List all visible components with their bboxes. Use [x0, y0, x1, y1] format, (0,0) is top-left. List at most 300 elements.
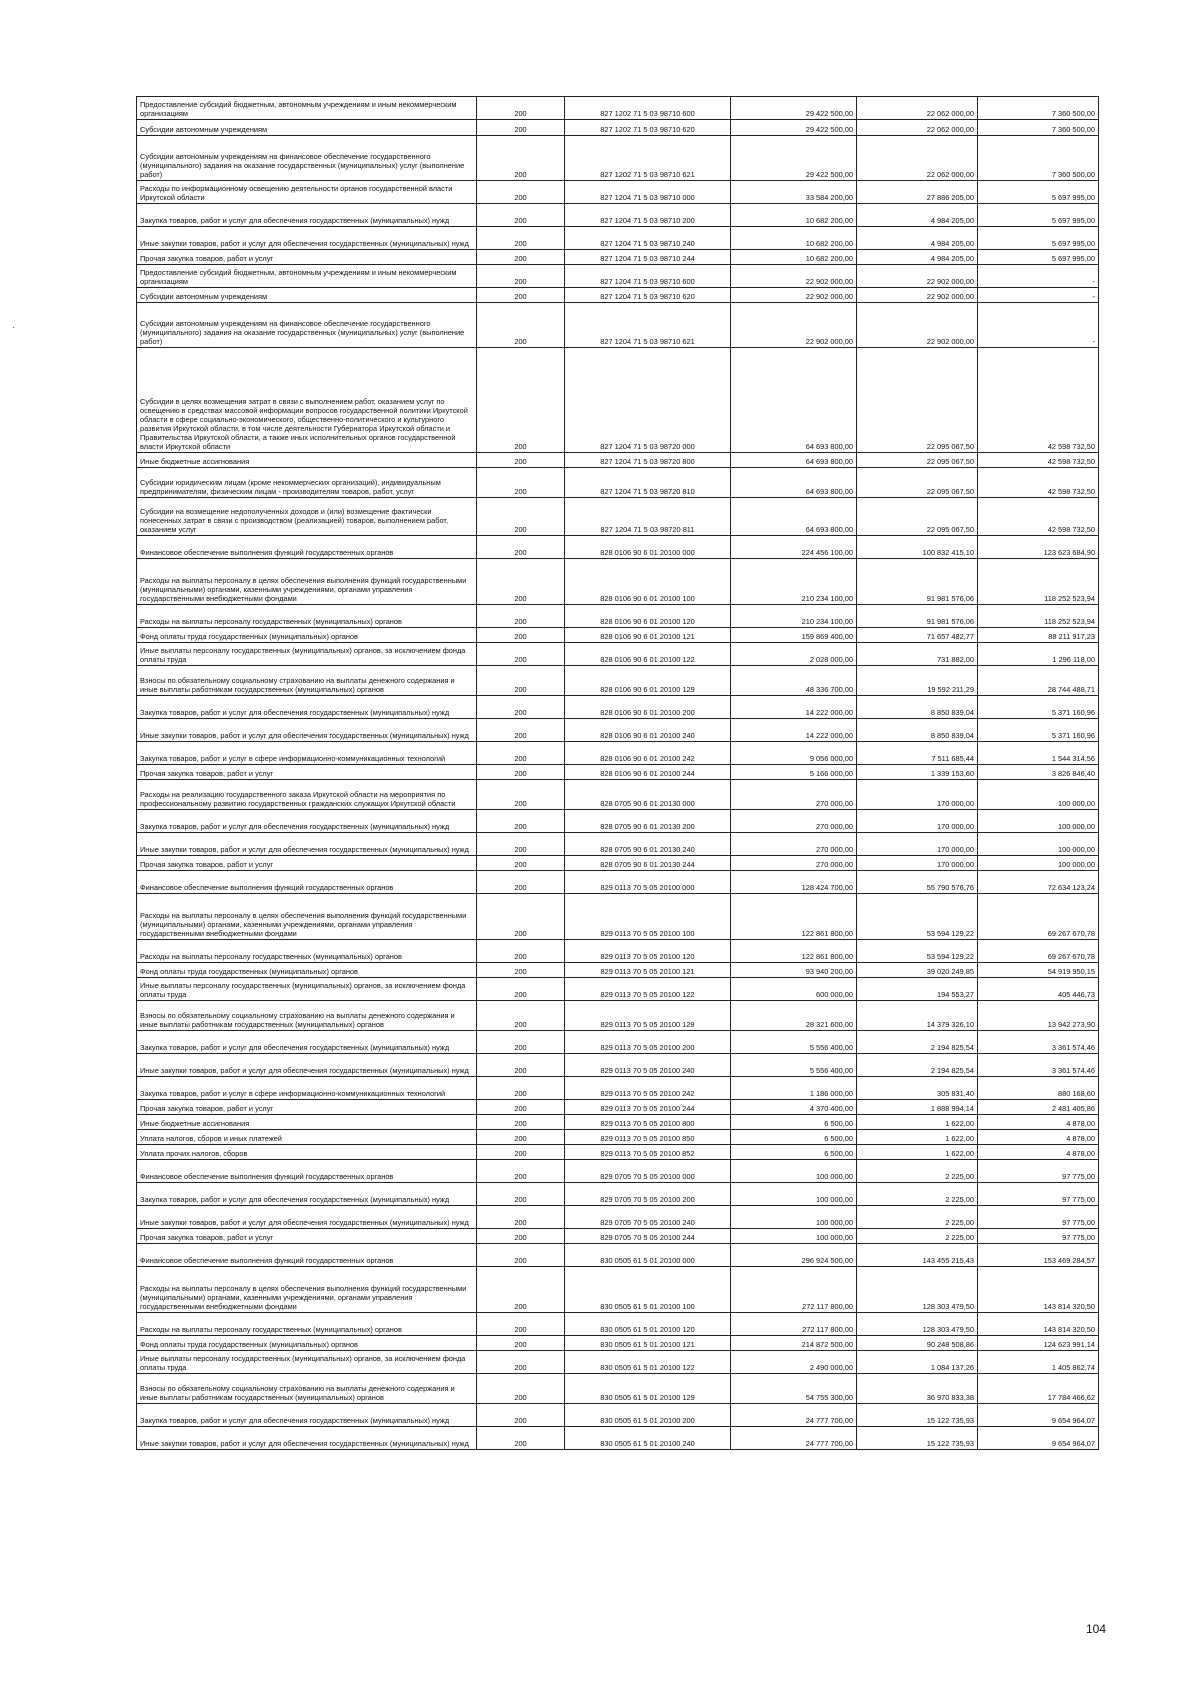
table-row: [137, 696, 1099, 719]
row-executed: 2 225,00: [857, 1229, 978, 1244]
row-executed: 4 984 205,00: [857, 250, 978, 265]
table-row: [137, 1267, 1099, 1313]
row-name: Иные закупки товаров, работ и услуг для обеспечения государственных (муниципальных) нужд: [137, 1054, 477, 1077]
table-row: [137, 1427, 1099, 1450]
row-approved: 128 424 700,00: [731, 871, 857, 894]
row-executed: 170 000,00: [857, 833, 978, 856]
row-remaining: 118 252 523,94: [978, 559, 1099, 605]
row-remaining: -: [978, 303, 1099, 348]
row-approved: 64 693 800,00: [731, 453, 857, 468]
row-executed: 1 622,00: [857, 1145, 978, 1160]
row-approved: 22 902 000,00: [731, 288, 857, 303]
row-budget-code: 828 0106 90 6 01 20100 000: [565, 536, 731, 559]
row-line-code: 200: [477, 1206, 565, 1229]
row-approved: 272 117 800,00: [731, 1313, 857, 1336]
table-row: [137, 288, 1099, 303]
row-approved: 6 500,00: [731, 1115, 857, 1130]
row-name: Субсидии автономным учреждениям: [137, 120, 477, 136]
budget-execution-table-body: [137, 97, 1099, 1450]
row-approved: 270 000,00: [731, 833, 857, 856]
row-remaining: 42 598 732,50: [978, 348, 1099, 453]
row-executed: 194 553,27: [857, 978, 978, 1001]
row-budget-code: 827 1204 71 5 03 98710 621: [565, 303, 731, 348]
table-row: [137, 468, 1099, 498]
row-name: Закупка товаров, работ и услуг для обеспечения государственных (муниципальных) нужд: [137, 1183, 477, 1206]
row-executed: 91 981 576,06: [857, 559, 978, 605]
table-row: [137, 719, 1099, 742]
row-line-code: 200: [477, 765, 565, 780]
row-line-code: 200: [477, 1374, 565, 1404]
row-budget-code: 829 0113 70 5 05 20100 129: [565, 1001, 731, 1031]
row-executed: 1 084 137,26: [857, 1351, 978, 1374]
row-executed: 22 062 000,00: [857, 120, 978, 136]
table-row: [137, 303, 1099, 348]
row-executed: 2 194 825,54: [857, 1031, 978, 1054]
row-name: Прочая закупка товаров, работ и услуг: [137, 1100, 477, 1115]
table-row: [137, 1404, 1099, 1427]
table-row: [137, 1351, 1099, 1374]
row-line-code: 200: [477, 536, 565, 559]
row-approved: 600 000,00: [731, 978, 857, 1001]
row-remaining: -: [978, 265, 1099, 288]
row-line-code: 200: [477, 856, 565, 871]
row-remaining: 1 405 862,74: [978, 1351, 1099, 1374]
row-name: Иные выплаты персоналу государственных (муниципальных) органов, за исключением фонда оплаты труда: [137, 1351, 477, 1374]
row-line-code: 200: [477, 871, 565, 894]
row-name: Финансовое обеспечение выполнения функций государственных органов: [137, 536, 477, 559]
table-row: [137, 1206, 1099, 1229]
table-row: [137, 810, 1099, 833]
row-executed: 22 095 067,50: [857, 348, 978, 453]
row-executed: 1 622,00: [857, 1115, 978, 1130]
table-row: [137, 204, 1099, 227]
row-remaining: 9 654 964,07: [978, 1404, 1099, 1427]
row-name: Закупка товаров, работ и услуг для обеспечения государственных (муниципальных) нужд: [137, 1031, 477, 1054]
row-executed: 22 095 067,50: [857, 498, 978, 536]
row-remaining: 118 252 523,94: [978, 605, 1099, 628]
row-name: Закупка товаров, работ и услуг в сфере информационно-коммуникационных технологий: [137, 742, 477, 765]
table-row: [137, 871, 1099, 894]
row-name: Иные закупки товаров, работ и услуг для обеспечения государственных (муниципальных) нужд: [137, 719, 477, 742]
row-executed: 53 594 129,22: [857, 894, 978, 940]
row-budget-code: 830 0505 61 5 01 20100 240: [565, 1427, 731, 1450]
row-name: Иные закупки товаров, работ и услуг для обеспечения государственных (муниципальных) нужд: [137, 1206, 477, 1229]
row-approved: 14 222 000,00: [731, 696, 857, 719]
row-name: Расходы на выплаты персоналу в целях обеспечения выполнения функций государственными (муниципальными) органами, казенными учреждениями, органами управления государственными внебюджетными фондами: [137, 559, 477, 605]
row-executed: 22 902 000,00: [857, 303, 978, 348]
row-budget-code: 830 0505 61 5 01 20100 100: [565, 1267, 731, 1313]
row-approved: 2 490 000,00: [731, 1351, 857, 1374]
table-row: [137, 1130, 1099, 1145]
row-approved: 10 682 200,00: [731, 250, 857, 265]
row-budget-code: 828 0106 90 6 01 20100 244: [565, 765, 731, 780]
row-line-code: 200: [477, 1077, 565, 1100]
table-row: [137, 265, 1099, 288]
row-approved: 64 693 800,00: [731, 348, 857, 453]
row-name: Субсидии юридическим лицам (кроме некоммерческих организаций), индивидуальным предпринимателям, физическим лицам - производителям товаров, работ, услуг: [137, 468, 477, 498]
row-executed: 4 984 205,00: [857, 204, 978, 227]
row-budget-code: 828 0106 90 6 01 20100 121: [565, 628, 731, 643]
table-row: [137, 1313, 1099, 1336]
page-number: 104: [1086, 1622, 1107, 1636]
row-budget-code: 830 0505 61 5 01 20100 200: [565, 1404, 731, 1427]
row-name: Иные бюджетные ассигнования: [137, 453, 477, 468]
row-remaining: 5 371 160,96: [978, 719, 1099, 742]
row-remaining: 2 481 405,86: [978, 1100, 1099, 1115]
row-line-code: 200: [477, 1160, 565, 1183]
row-executed: 170 000,00: [857, 780, 978, 810]
table-row: [137, 1100, 1099, 1115]
row-remaining: 69 267 670,78: [978, 940, 1099, 963]
row-remaining: -: [978, 288, 1099, 303]
row-executed: 2 225,00: [857, 1206, 978, 1229]
row-name: Субсидии автономным учреждениям: [137, 288, 477, 303]
row-budget-code: 829 0113 70 5 05 20100 242: [565, 1077, 731, 1100]
row-name: Закупка товаров, работ и услуг для обеспечения государственных (муниципальных) нужд: [137, 810, 477, 833]
row-budget-code: 827 1202 71 5 03 98710 621: [565, 136, 731, 181]
row-approved: 14 222 000,00: [731, 719, 857, 742]
row-remaining: 9 654 964,07: [978, 1427, 1099, 1450]
row-name: Финансовое обеспечение выполнения функций государственных органов: [137, 871, 477, 894]
row-name: Субсидии автономным учреждениям на финансовое обеспечение государственного (муниципального) задания на оказание государственных (муниципальных) услуг (выполнение работ): [137, 136, 477, 181]
row-executed: 14 379 326,10: [857, 1001, 978, 1031]
row-approved: 54 755 300,00: [731, 1374, 857, 1404]
row-approved: 29 422 500,00: [731, 120, 857, 136]
table-row: [137, 136, 1099, 181]
row-budget-code: 829 0705 70 5 05 20100 240: [565, 1206, 731, 1229]
row-executed: 4 984 205,00: [857, 227, 978, 250]
table-row: [137, 765, 1099, 780]
row-approved: 224 456 100,00: [731, 536, 857, 559]
row-approved: 159 869 400,00: [731, 628, 857, 643]
row-executed: 55 790 576,76: [857, 871, 978, 894]
row-budget-code: 828 0705 90 6 01 20130 240: [565, 833, 731, 856]
row-line-code: 200: [477, 963, 565, 978]
row-line-code: 200: [477, 468, 565, 498]
row-executed: 305 831,40: [857, 1077, 978, 1100]
row-executed: 8 850 839,04: [857, 719, 978, 742]
row-remaining: 143 814 320,50: [978, 1313, 1099, 1336]
row-remaining: 97 775,00: [978, 1183, 1099, 1206]
row-budget-code: 828 0106 90 6 01 20100 240: [565, 719, 731, 742]
row-remaining: 5 697 995,00: [978, 227, 1099, 250]
row-approved: 270 000,00: [731, 780, 857, 810]
row-remaining: 69 267 670,78: [978, 894, 1099, 940]
budget-execution-table-sheet: [136, 96, 1098, 1450]
table-row: [137, 1001, 1099, 1031]
row-name: Закупка товаров, работ и услуг в сфере информационно-коммуникационных технологий: [137, 1077, 477, 1100]
row-approved: 272 117 800,00: [731, 1267, 857, 1313]
row-executed: 27 886 205,00: [857, 181, 978, 204]
table-row: [137, 1115, 1099, 1130]
row-approved: 296 924 500,00: [731, 1244, 857, 1267]
row-budget-code: 827 1204 71 5 03 98720 810: [565, 468, 731, 498]
row-budget-code: 830 0505 61 5 01 20100 121: [565, 1336, 731, 1351]
row-approved: 100 000,00: [731, 1206, 857, 1229]
row-executed: 19 592 211,29: [857, 666, 978, 696]
row-executed: 22 902 000,00: [857, 265, 978, 288]
table-row: [137, 453, 1099, 468]
row-approved: 4 370 400,00: [731, 1100, 857, 1115]
row-remaining: 97 775,00: [978, 1160, 1099, 1183]
row-remaining: 42 598 732,50: [978, 498, 1099, 536]
row-line-code: 200: [477, 696, 565, 719]
row-name: Иные закупки товаров, работ и услуг для обеспечения государственных (муниципальных) нужд: [137, 227, 477, 250]
table-row: [137, 1031, 1099, 1054]
row-executed: 22 095 067,50: [857, 468, 978, 498]
row-line-code: 200: [477, 181, 565, 204]
row-budget-code: 827 1202 71 5 03 98710 600: [565, 97, 731, 120]
row-line-code: 200: [477, 559, 565, 605]
row-executed: 1 622,00: [857, 1130, 978, 1145]
row-remaining: 5 697 995,00: [978, 204, 1099, 227]
row-budget-code: 829 0113 70 5 05 20100 000: [565, 871, 731, 894]
row-approved: 29 422 500,00: [731, 97, 857, 120]
row-executed: 22 902 000,00: [857, 288, 978, 303]
row-approved: 28 321 600,00: [731, 1001, 857, 1031]
row-approved: 64 693 800,00: [731, 468, 857, 498]
row-line-code: 200: [477, 120, 565, 136]
row-name: Прочая закупка товаров, работ и услуг: [137, 250, 477, 265]
row-remaining: 3 826 846,40: [978, 765, 1099, 780]
table-row: [137, 963, 1099, 978]
row-budget-code: 828 0705 90 6 01 20130 244: [565, 856, 731, 871]
row-approved: 24 777 700,00: [731, 1404, 857, 1427]
row-executed: 1 888 994,14: [857, 1100, 978, 1115]
row-name: Предоставление субсидий бюджетным, автономным учреждениям и иным некоммерческим организациям: [137, 97, 477, 120]
row-approved: 122 861 800,00: [731, 894, 857, 940]
row-budget-code: 828 0106 90 6 01 20100 200: [565, 696, 731, 719]
table-row: [137, 250, 1099, 265]
row-remaining: 7 360 500,00: [978, 120, 1099, 136]
row-approved: 93 940 200,00: [731, 963, 857, 978]
row-approved: 5 166 000,00: [731, 765, 857, 780]
row-remaining: 88 211 917,23: [978, 628, 1099, 643]
row-approved: 270 000,00: [731, 856, 857, 871]
row-approved: 5 556 400,00: [731, 1054, 857, 1077]
row-executed: 170 000,00: [857, 856, 978, 871]
row-line-code: 200: [477, 1427, 565, 1450]
row-line-code: 200: [477, 498, 565, 536]
row-line-code: 200: [477, 742, 565, 765]
row-approved: 29 422 500,00: [731, 136, 857, 181]
row-remaining: 7 360 500,00: [978, 136, 1099, 181]
row-line-code: 200: [477, 1001, 565, 1031]
row-budget-code: 827 1202 71 5 03 98710 620: [565, 120, 731, 136]
row-budget-code: 830 0505 61 5 01 20100 000: [565, 1244, 731, 1267]
row-approved: 5 556 400,00: [731, 1031, 857, 1054]
row-budget-code: 827 1204 71 5 03 98710 000: [565, 181, 731, 204]
row-executed: 170 000,00: [857, 810, 978, 833]
row-budget-code: 829 0113 70 5 05 20100 852: [565, 1145, 731, 1160]
row-line-code: 200: [477, 1054, 565, 1077]
row-approved: 122 861 800,00: [731, 940, 857, 963]
table-row: [137, 742, 1099, 765]
row-remaining: 153 469 284,57: [978, 1244, 1099, 1267]
row-line-code: 200: [477, 1229, 565, 1244]
row-name: Фонд оплаты труда государственных (муниципальных) органов: [137, 628, 477, 643]
row-name: Закупка товаров, работ и услуг для обеспечения государственных (муниципальных) нужд: [137, 204, 477, 227]
row-budget-code: 829 0113 70 5 05 20100 122: [565, 978, 731, 1001]
table-row: [137, 628, 1099, 643]
row-approved: 64 693 800,00: [731, 498, 857, 536]
table-row: [137, 643, 1099, 666]
row-budget-code: 828 0106 90 6 01 20100 100: [565, 559, 731, 605]
row-remaining: 17 784 466,62: [978, 1374, 1099, 1404]
row-line-code: 200: [477, 227, 565, 250]
row-budget-code: 827 1204 71 5 03 98710 244: [565, 250, 731, 265]
row-budget-code: 829 0113 70 5 05 20100 120: [565, 940, 731, 963]
row-name: Субсидии в целях возмещения затрат в связи с выполнением работ, оказанием услуг по освещению в средствах массовой информации вопросов государственной политики Иркутской области в сфере социально-экономического, общественно-политического и культурного развития Иркутской области, в том числе деятельности Губернатора Иркутской области и Правительства Иркутской области, а также иных исполнительных органов государственной власти Иркутской области: [137, 348, 477, 453]
row-remaining: 124 623 991,14: [978, 1336, 1099, 1351]
table-row: [137, 1229, 1099, 1244]
row-name: Закупка товаров, работ и услуг для обеспечения государственных (муниципальных) нужд: [137, 1404, 477, 1427]
budget-execution-table: [136, 96, 1099, 1450]
table-row: [137, 1054, 1099, 1077]
row-approved: 22 902 000,00: [731, 265, 857, 288]
row-budget-code: 830 0505 61 5 01 20100 129: [565, 1374, 731, 1404]
row-budget-code: 828 0705 90 6 01 20130 200: [565, 810, 731, 833]
row-approved: 210 234 100,00: [731, 559, 857, 605]
table-row: [137, 1336, 1099, 1351]
row-line-code: 200: [477, 628, 565, 643]
row-executed: 2 225,00: [857, 1160, 978, 1183]
row-executed: 71 657 482,77: [857, 628, 978, 643]
row-approved: 6 500,00: [731, 1145, 857, 1160]
row-name: Субсидии на возмещение недополученных доходов и (или) возмещение фактически понесенных затрат в связи с производством (реализацией) товаров, выполнением работ, оказанием услуг: [137, 498, 477, 536]
table-row: [137, 1077, 1099, 1100]
row-executed: 731 882,00: [857, 643, 978, 666]
row-remaining: 97 775,00: [978, 1206, 1099, 1229]
row-line-code: 200: [477, 1130, 565, 1145]
row-remaining: 4 878,00: [978, 1145, 1099, 1160]
row-line-code: 200: [477, 1336, 565, 1351]
row-approved: 10 682 200,00: [731, 227, 857, 250]
row-remaining: 3 361 574,46: [978, 1031, 1099, 1054]
row-remaining: 5 697 995,00: [978, 250, 1099, 265]
row-executed: 91 981 576,06: [857, 605, 978, 628]
row-line-code: 200: [477, 1183, 565, 1206]
table-row: [137, 348, 1099, 453]
row-line-code: 200: [477, 453, 565, 468]
row-budget-code: 828 0705 90 6 01 20130 000: [565, 780, 731, 810]
row-remaining: 5 697 995,00: [978, 181, 1099, 204]
row-name: Расходы на выплаты персоналу в целях обеспечения выполнения функций государственными (муниципальными) органами, казенными учреждениями, органами управления государственными внебюджетными фондами: [137, 1267, 477, 1313]
table-row: [137, 605, 1099, 628]
row-line-code: 200: [477, 97, 565, 120]
row-executed: 36 970 833,38: [857, 1374, 978, 1404]
row-remaining: 13 942 273,90: [978, 1001, 1099, 1031]
row-executed: 7 511 685,44: [857, 742, 978, 765]
margin-mark: .: [12, 320, 15, 331]
row-approved: 22 902 000,00: [731, 303, 857, 348]
row-budget-code: 828 0106 90 6 01 20100 129: [565, 666, 731, 696]
row-line-code: 200: [477, 780, 565, 810]
row-line-code: 200: [477, 605, 565, 628]
row-budget-code: 827 1204 71 5 03 98720 811: [565, 498, 731, 536]
row-budget-code: 829 0113 70 5 05 20100 244: [565, 1100, 731, 1115]
table-row: [137, 833, 1099, 856]
row-name: Фонд оплаты труда государственных (муниципальных) органов: [137, 1336, 477, 1351]
row-remaining: 405 446,73: [978, 978, 1099, 1001]
row-budget-code: 827 1204 71 5 03 98720 800: [565, 453, 731, 468]
row-line-code: 200: [477, 348, 565, 453]
table-row: [137, 894, 1099, 940]
row-budget-code: 827 1204 71 5 03 98710 200: [565, 204, 731, 227]
row-budget-code: 829 0113 70 5 05 20100 100: [565, 894, 731, 940]
row-remaining: 54 919 950,15: [978, 963, 1099, 978]
table-row: [137, 498, 1099, 536]
row-budget-code: 829 0705 70 5 05 20100 000: [565, 1160, 731, 1183]
row-remaining: 100 000,00: [978, 856, 1099, 871]
row-name: Расходы на выплаты персоналу государственных (муниципальных) органов: [137, 1313, 477, 1336]
row-line-code: 200: [477, 894, 565, 940]
row-executed: 15 122 735,93: [857, 1427, 978, 1450]
row-name: Прочая закупка товаров, работ и услуг: [137, 856, 477, 871]
row-approved: 100 000,00: [731, 1183, 857, 1206]
row-approved: 100 000,00: [731, 1160, 857, 1183]
row-name: Расходы на выплаты персоналу в целях обеспечения выполнения функций государственными (муниципальными) органами, казенными учреждениями, органами управления государственными внебюджетными фондами: [137, 894, 477, 940]
row-approved: 270 000,00: [731, 810, 857, 833]
row-remaining: 3 361 574,46: [978, 1054, 1099, 1077]
table-row: [137, 536, 1099, 559]
row-name: Финансовое обеспечение выполнения функций государственных органов: [137, 1160, 477, 1183]
row-line-code: 200: [477, 136, 565, 181]
table-row: [137, 940, 1099, 963]
row-budget-code: 827 1204 71 5 03 98710 600: [565, 265, 731, 288]
row-remaining: 100 000,00: [978, 810, 1099, 833]
row-name: Прочая закупка товаров, работ и услуг: [137, 765, 477, 780]
row-budget-code: 829 0113 70 5 05 20100 121: [565, 963, 731, 978]
table-row: [137, 227, 1099, 250]
row-executed: 128 303 479,50: [857, 1313, 978, 1336]
row-approved: 48 336 700,00: [731, 666, 857, 696]
row-line-code: 200: [477, 978, 565, 1001]
row-approved: 210 234 100,00: [731, 605, 857, 628]
row-budget-code: 828 0106 90 6 01 20100 242: [565, 742, 731, 765]
row-executed: 22 062 000,00: [857, 97, 978, 120]
row-budget-code: 829 0113 70 5 05 20100 240: [565, 1054, 731, 1077]
row-line-code: 200: [477, 1115, 565, 1130]
row-approved: 33 584 200,00: [731, 181, 857, 204]
row-budget-code: 827 1204 71 5 03 98710 620: [565, 288, 731, 303]
row-remaining: 28 744 488,71: [978, 666, 1099, 696]
table-row: [137, 181, 1099, 204]
row-line-code: 200: [477, 1145, 565, 1160]
row-executed: 39 020 249,85: [857, 963, 978, 978]
row-line-code: 200: [477, 1267, 565, 1313]
row-line-code: 200: [477, 303, 565, 348]
row-budget-code: 829 0705 70 5 05 20100 200: [565, 1183, 731, 1206]
row-executed: 90 248 508,86: [857, 1336, 978, 1351]
row-name: Предоставление субсидий бюджетным, автономным учреждениям и иным некоммерческим организациям: [137, 265, 477, 288]
row-line-code: 200: [477, 204, 565, 227]
row-remaining: 1 296 118,00: [978, 643, 1099, 666]
row-remaining: 123 623 684,90: [978, 536, 1099, 559]
row-line-code: 200: [477, 666, 565, 696]
row-remaining: 72 634 123,24: [978, 871, 1099, 894]
row-executed: 22 095 067,50: [857, 453, 978, 468]
row-line-code: 200: [477, 1244, 565, 1267]
table-row: [137, 780, 1099, 810]
row-name: Расходы на реализацию государственного заказа Иркутской области на мероприятия по профессиональному развитию государственных гражданских служащих Иркутской области: [137, 780, 477, 810]
row-line-code: 200: [477, 265, 565, 288]
row-name: Взносы по обязательному социальному страхованию на выплаты денежного содержания и иные выплаты работникам государственных (муниципальных) органов: [137, 1001, 477, 1031]
row-name: Иные закупки товаров, работ и услуг для обеспечения государственных (муниципальных) нужд: [137, 833, 477, 856]
row-executed: 22 062 000,00: [857, 136, 978, 181]
row-line-code: 200: [477, 288, 565, 303]
row-name: Закупка товаров, работ и услуг для обеспечения государственных (муниципальных) нужд: [137, 696, 477, 719]
